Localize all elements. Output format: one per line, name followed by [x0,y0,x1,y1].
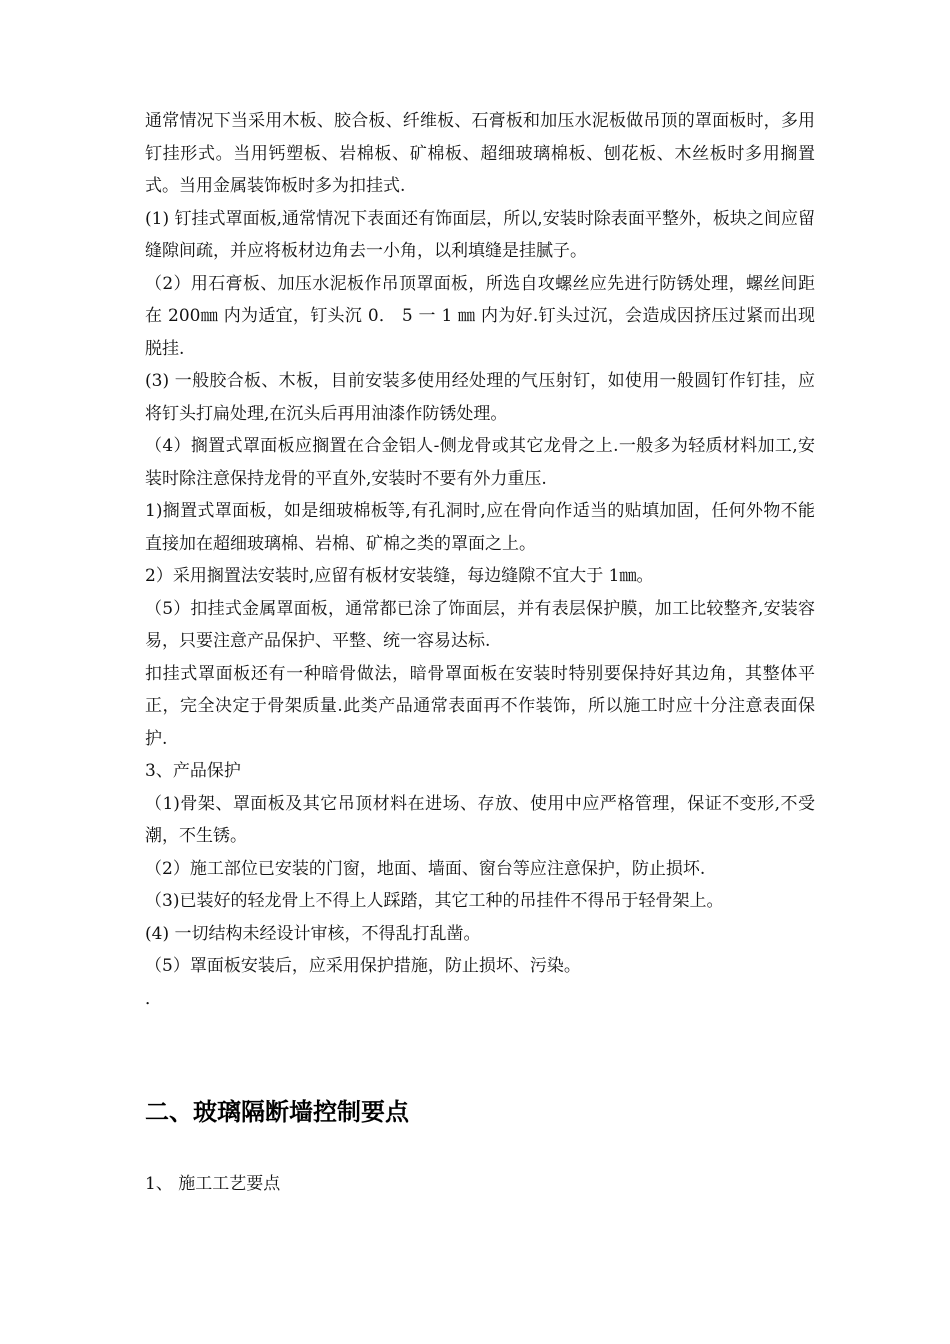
paragraph-item-3: (3) 一般胶合板、木板，目前安装多使用经处理的气压射钉，如使用一般圆钉作钉挂，应将钉头打扁处理,在沉头后再用油漆作防锈处理。 [145,371,815,424]
paragraph-subitem-2: 2）采用搁置法安装时,应留有板材安装缝，每边缝隙不宜大于 1㎜。 [145,566,654,586]
paragraph-item-5: （5）扣挂式金属罩面板，通常都已涂了饰面层，并有表层保护膜，加工比较整齐,安装容易，只要注意产品保护、平整、统一容易达标. [145,598,815,651]
paragraph-intro: 通常情况下当采用木板、胶合板、纤维板、石膏板和加压水泥板做吊顶的罩面板时，多用钉挂形式。当用钙塑板、岩棉板、矿棉板、超细玻璃棉板、刨花板、木丝板时多用搁置式。当用金属装饰板时多为扣挂式. [145,111,815,196]
section-title-product-protection: 3、产品保护 [145,761,241,781]
paragraph-item-2: （2）用石膏板、加压水泥板作吊顶罩面板，所选自攻螺丝应先进行防锈处理，螺丝间距在 200㎜ 内为适宜，钉头沉 0． 5 一 1 ㎜ 内为好.钉头过沉，会造成因挤压过紧而出现脱挂. [145,273,815,359]
paragraph-item-4: （4）搁置式罩面板应搁置在合金铝人-侧龙骨或其它龙骨之上.一般多为轻质材料加工,安装时除注意保持龙骨的平直外,安装时不要有外力重压. [145,436,815,489]
protection-item-1: （1)骨架、罩面板及其它吊顶材料在进场、存放、使用中应严格管理，保证不变形,不受潮，不生锈。 [145,793,815,846]
section-heading: 二、玻璃隔断墙控制要点 [145,1098,409,1126]
trailing-dot: ． [145,988,162,1009]
protection-item-2: （2）施工部位已安装的门窗，地面、墙面、窗台等应注意保护，防止损坏. [145,858,706,879]
protection-item-5: （5）罩面板安装后，应采用保护措施，防止损坏、污染。 [145,956,581,976]
subsection-heading: 1、 施工工艺要点 [145,1174,281,1194]
body-text [145,105,815,1015]
paragraph-item-1: (1) 钉挂式罩面板,通常情况下表面还有饰面层，所以,安装时除表面平整外，板块之间应留缝隙间疏，并应将板材边角去一小角，以利填缝是挂腻子。 [145,208,815,261]
protection-item-3: （3)已装好的轻龙骨上不得上人踩踏，其它工种的吊挂件不得吊于轻骨架上。 [145,891,724,911]
paragraph-subitem-1: 1)搁置式罩面板，如是细玻棉板等,有孔洞时,应在骨向作适当的贴填加固，任何外物不能直接加在超细玻璃棉、岩棉、矿棉之类的罩面之上。 [145,501,815,554]
paragraph-hidden-frame: 扣挂式罩面板还有一种暗骨做法，暗骨罩面板在安装时特别要保持好其边角，其整体平正，完全决定于骨架质量.此类产品通常表面再不作装饰，所以施工时应十分注意表面保护. [145,663,815,749]
protection-item-4: (4) 一切结构未经设计审核，不得乱打乱凿。 [145,923,481,944]
